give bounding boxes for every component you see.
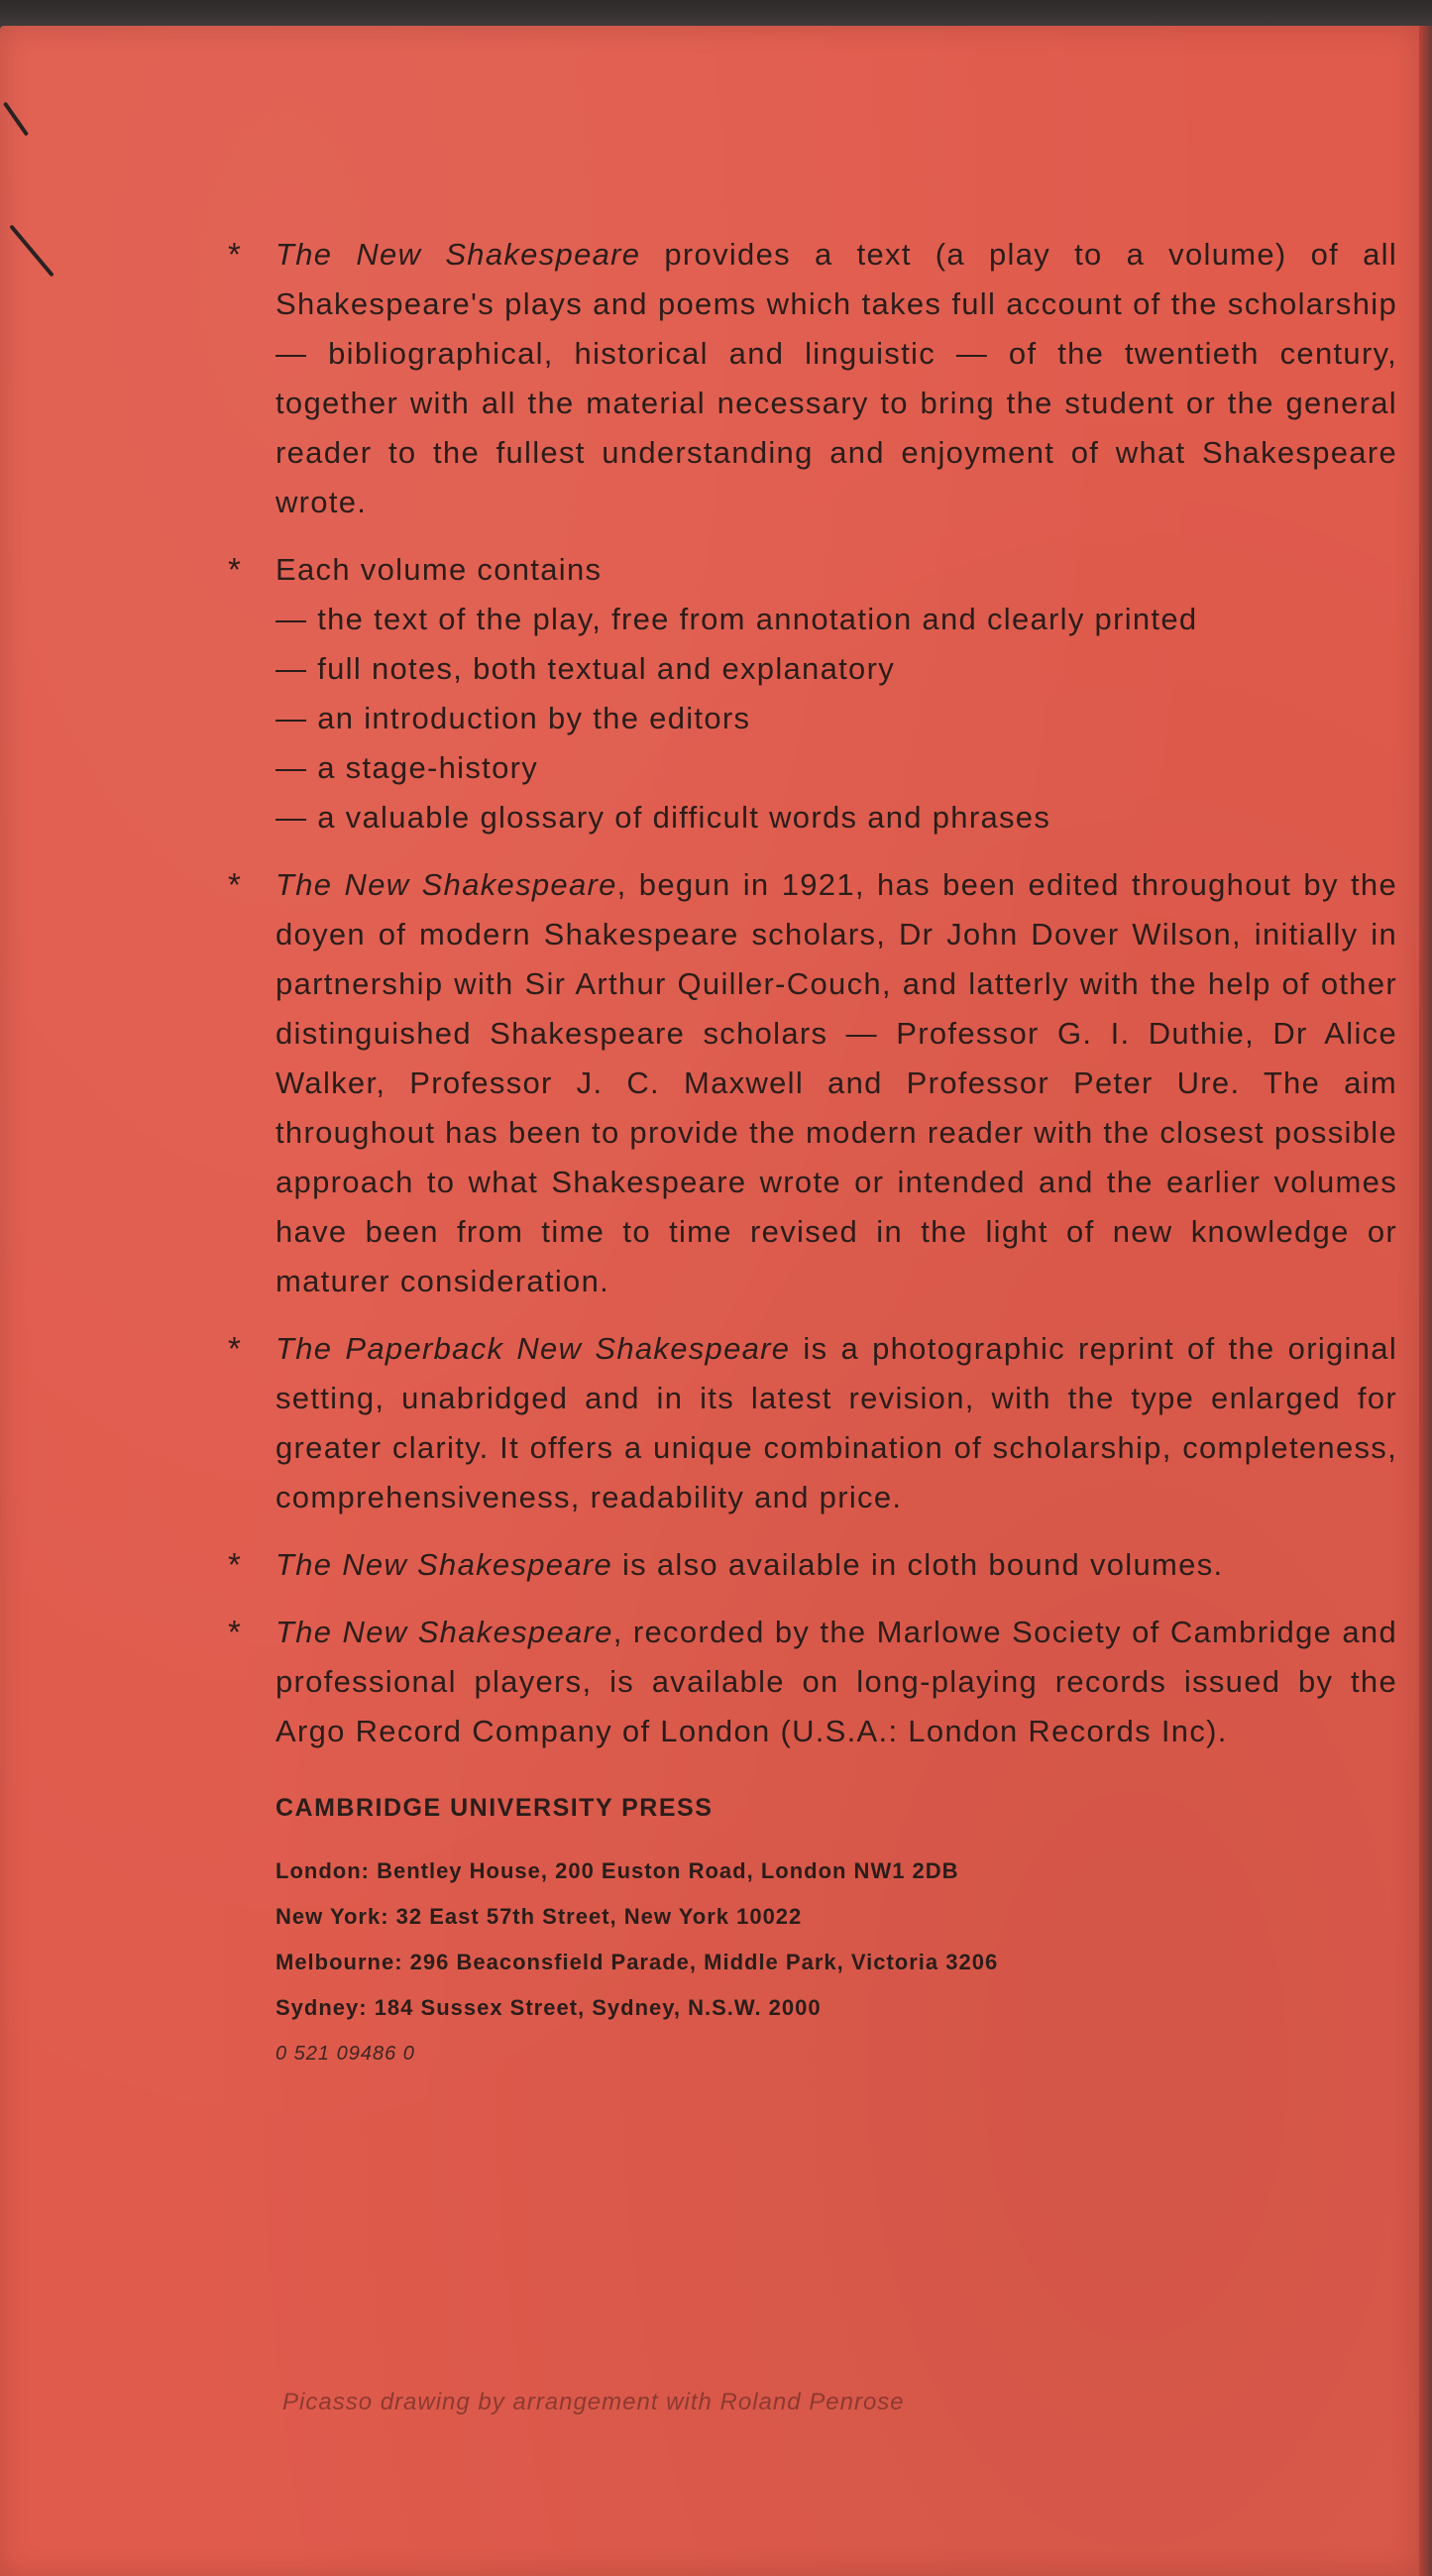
publisher-address: London: Bentley House, 200 Euston Road, London NW1 2DB	[275, 1858, 959, 1883]
series-title: The New Shakespeare	[275, 237, 641, 272]
asterisk-icon: *	[228, 1546, 243, 1583]
publisher-name: CAMBRIDGE UNIVERSITY PRESS	[275, 1794, 714, 1822]
paragraph-4	[228, 1324, 1397, 1522]
paragraph-1	[228, 230, 1397, 527]
asterisk-icon: *	[228, 236, 243, 273]
series-title: The New Shakespeare	[275, 867, 617, 902]
publisher-address: Melbourne: 296 Beaconsfield Parade, Middle Park, Victoria 3206	[275, 1950, 999, 1974]
series-title: The New Shakespeare	[275, 1547, 613, 1582]
asterisk-icon: *	[228, 866, 243, 903]
publisher-block	[228, 1794, 1397, 2066]
paragraph-text: is a photographic reprint of the original setting, unabridged and in its latest revision, with the type enlarged for greater clarity. It offers a unique combination of scholarship, completeness, comprehensiveness, readability and price.	[275, 1331, 1398, 1514]
paragraph-text: Each volume contains	[275, 552, 603, 587]
list-item: — a stage-history	[275, 750, 539, 785]
paragraph-5	[228, 1540, 1397, 1590]
paragraph-text: provides a text (a play to a volume) of all Shakespeare's plays and poems which takes full account of the scholarship — bibliographical, historical and linguistic — of the twentieth century, together with all the material necessary to bring the student or the general reader to the fullest understanding and enjoyment of what Shakespeare wrote.	[275, 237, 1397, 519]
publisher-address: Sydney: 184 Sussex Street, Sydney, N.S.W. 2000	[275, 1995, 822, 2020]
paragraph-text: , begun in 1921, has been edited throughout by the doyen of modern Shakespeare scholars, Dr John Dover Wilson, initially in partnership with Sir Arthur Quiller-Couch, and latterly with the help of other distinguished Shakespeare scholars — Professor G. I. Duthie, Dr Alice Walker, Professor J. C. Maxwell and Professor Peter Ure. The aim throughout has been to provide the modern reader with the closest possible approach to what Shakespeare wrote or intended and the earlier volumes have been from time to time revised in the light of new knowledge or maturer consideration.	[275, 867, 1397, 1298]
paragraph-text: is also available in cloth bound volumes.	[612, 1547, 1224, 1582]
contents-list	[275, 595, 1397, 842]
list-item: — an introduction by the editors	[275, 701, 751, 735]
publisher-address: New York: 32 East 57th Street, New York 10022	[275, 1904, 803, 1929]
cover-edge	[1419, 26, 1432, 2576]
paragraph-3	[228, 860, 1397, 1306]
asterisk-icon: *	[228, 1330, 243, 1367]
paragraph-2	[228, 545, 1397, 842]
paragraph-6	[228, 1608, 1397, 1756]
isbn: 0 521 09486 0	[275, 2043, 415, 2065]
series-title: The New Shakespeare	[275, 1615, 613, 1649]
illustration-credit: Picasso drawing by arrangement with Roland Penrose	[282, 2389, 905, 2415]
list-item: — full notes, both textual and explanatory	[275, 651, 896, 686]
list-item: — the text of the play, free from annotation and clearly printed	[275, 602, 1198, 636]
list-item: — a valuable glossary of difficult words and phrases	[275, 800, 1051, 835]
blurb-text	[228, 230, 1397, 2066]
series-title: The Paperback New Shakespeare	[275, 1331, 791, 1366]
asterisk-icon: *	[228, 1614, 243, 1650]
asterisk-icon: *	[228, 551, 243, 588]
paragraph-text: , recorded by the Marlowe Society of Cambridge and professional players, is available on long-playing records issued by the Argo Record Company of London (U.S.A.: London Records Inc).	[275, 1615, 1398, 1748]
